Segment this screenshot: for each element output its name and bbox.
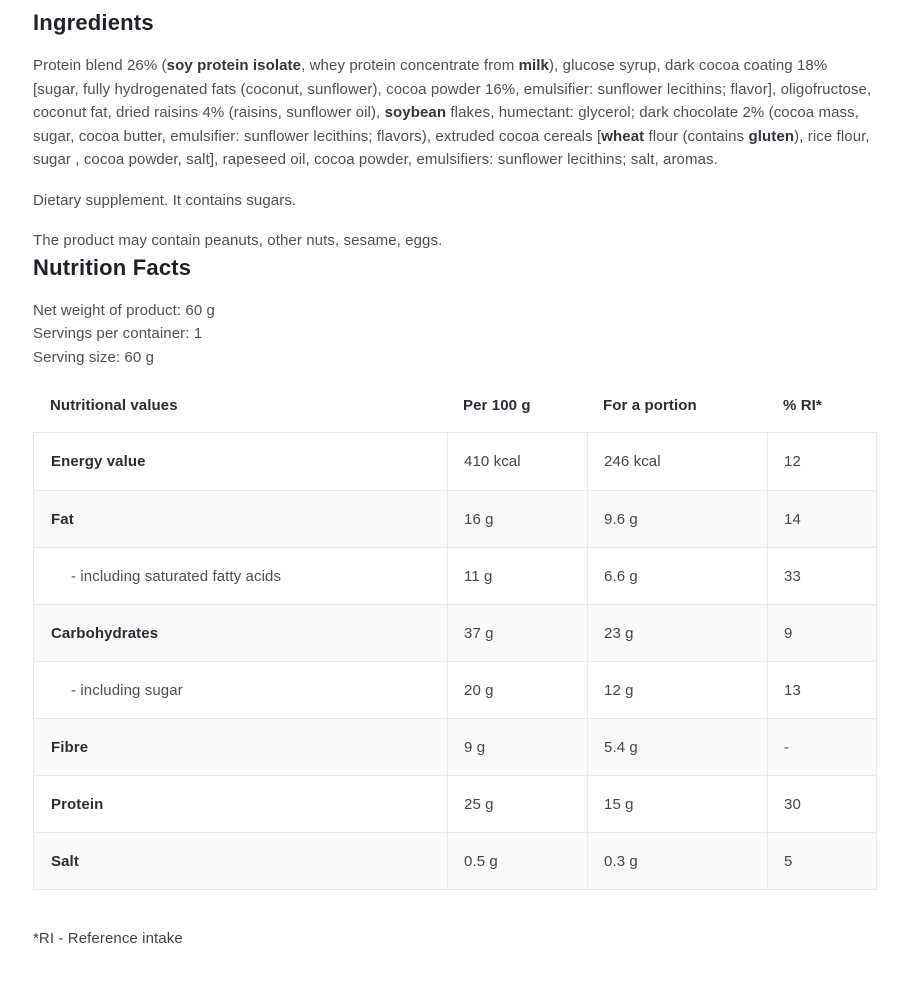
ingredient-text: ), rice flour, sugar , cocoa powder, salt], rapeseed oil, cocoa powder, emulsifiers: sunflower lecithins; salt, aromas. [33, 127, 870, 168]
table-row [34, 433, 876, 490]
cell-percent-ri: 14 [767, 491, 876, 547]
cell-percent-ri: 13 [767, 662, 876, 718]
cell-for-a-portion: 9.6 g [587, 491, 767, 547]
cell-for-a-portion: 246 kcal [587, 433, 767, 490]
table-row [34, 832, 876, 889]
net-weight-line: Net weight of product: 60 g [33, 301, 215, 319]
header-for-a-portion: For a portion [603, 396, 697, 414]
cell-nutrient: Protein [51, 795, 104, 813]
cell-percent-ri: - [767, 719, 876, 775]
dietary-supplement-note: Dietary supplement. It contains sugars. [33, 191, 297, 209]
cell-nutrient: Fibre [51, 738, 89, 756]
table-row [34, 604, 876, 661]
cell-percent-ri: 33 [767, 548, 876, 604]
header-percent-ri: % RI* [783, 396, 822, 414]
cell-percent-ri: 30 [767, 776, 876, 832]
cell-per-100g: 37 g [447, 605, 587, 661]
cell-per-100g: 16 g [447, 491, 587, 547]
cell-for-a-portion: 0.3 g [587, 833, 767, 889]
cell-percent-ri: 5 [767, 833, 876, 889]
nutrition-facts-title: Nutrition Facts [33, 254, 192, 280]
cell-per-100g: 410 kcal [447, 433, 587, 490]
cell-for-a-portion: 5.4 g [587, 719, 767, 775]
cell-per-100g: 0.5 g [447, 833, 587, 889]
ingredient-text: flour (contains [644, 127, 749, 145]
ingredient-allergen-bold: gluten [748, 127, 795, 145]
cell-nutrient: Fat [51, 510, 74, 528]
cell-for-a-portion: 6.6 g [587, 548, 767, 604]
cell-per-100g: 11 g [447, 548, 587, 604]
cell-per-100g: 25 g [447, 776, 587, 832]
table-row [34, 718, 876, 775]
nutrition-table-header [33, 389, 877, 421]
table-row [34, 661, 876, 718]
cell-nutrient: Salt [51, 852, 79, 870]
cell-nutrient: Energy value [51, 453, 146, 470]
cell-nutrient: - including saturated fatty acids [71, 567, 282, 585]
table-row [34, 490, 876, 547]
ingredient-allergen-bold: soybean [384, 104, 447, 121]
cell-percent-ri: 12 [767, 433, 876, 490]
ingredient-text: ), glucose syrup, dark cocoa coating 18% [sugar, fully hydrogenated fats (coconut, sunflower), cocoa powder 16%, emulsifier: sunflower lecithins; flavor], oligofructose, coconut fat, dried raisins 4% (raisins, sunflower oil), [33, 57, 872, 121]
header-per-100g: Per 100 g [463, 396, 531, 414]
ingredients-title: Ingredients [33, 10, 154, 35]
table-row [34, 775, 876, 832]
ingredient-text: Protein blend 26% ( [33, 57, 167, 74]
reference-intake-footnote: *RI - Reference intake [33, 930, 183, 947]
cell-nutrient: Carbohydrates [51, 624, 159, 642]
cell-nutrient: - including sugar [71, 681, 183, 699]
ingredient-allergen-bold: soy protein isolate [166, 57, 302, 74]
ingredient-allergen-bold: wheat [601, 127, 645, 145]
ingredient-text: , whey protein concentrate from [301, 57, 519, 74]
header-nutritional-values: Nutritional values [50, 396, 178, 414]
cell-for-a-portion: 23 g [587, 605, 767, 661]
cell-for-a-portion: 12 g [587, 662, 767, 718]
ingredients-paragraph [33, 54, 877, 172]
allergen-note: The product may contain peanuts, other nuts, sesame, eggs. [33, 232, 443, 249]
nutrition-table [33, 389, 877, 890]
table-row [34, 547, 876, 604]
cell-per-100g: 9 g [447, 719, 587, 775]
cell-percent-ri: 9 [767, 605, 876, 661]
cell-for-a-portion: 15 g [587, 776, 767, 832]
ingredient-allergen-bold: milk [518, 57, 549, 74]
servings-line: Servings per container: 1 [33, 325, 203, 342]
cell-per-100g: 20 g [447, 662, 587, 718]
serving-meta [33, 299, 877, 370]
ingredient-text: flakes, humectant: glycerol; dark chocolate 2% (cocoa mass, sugar, cocoa butter, emulsifier: sunflower lecithins; flavors), extruded cocoa cereals [ [33, 104, 859, 145]
nutrition-table-body [33, 432, 877, 890]
serving-size-line: Serving size: 60 g [33, 348, 155, 366]
